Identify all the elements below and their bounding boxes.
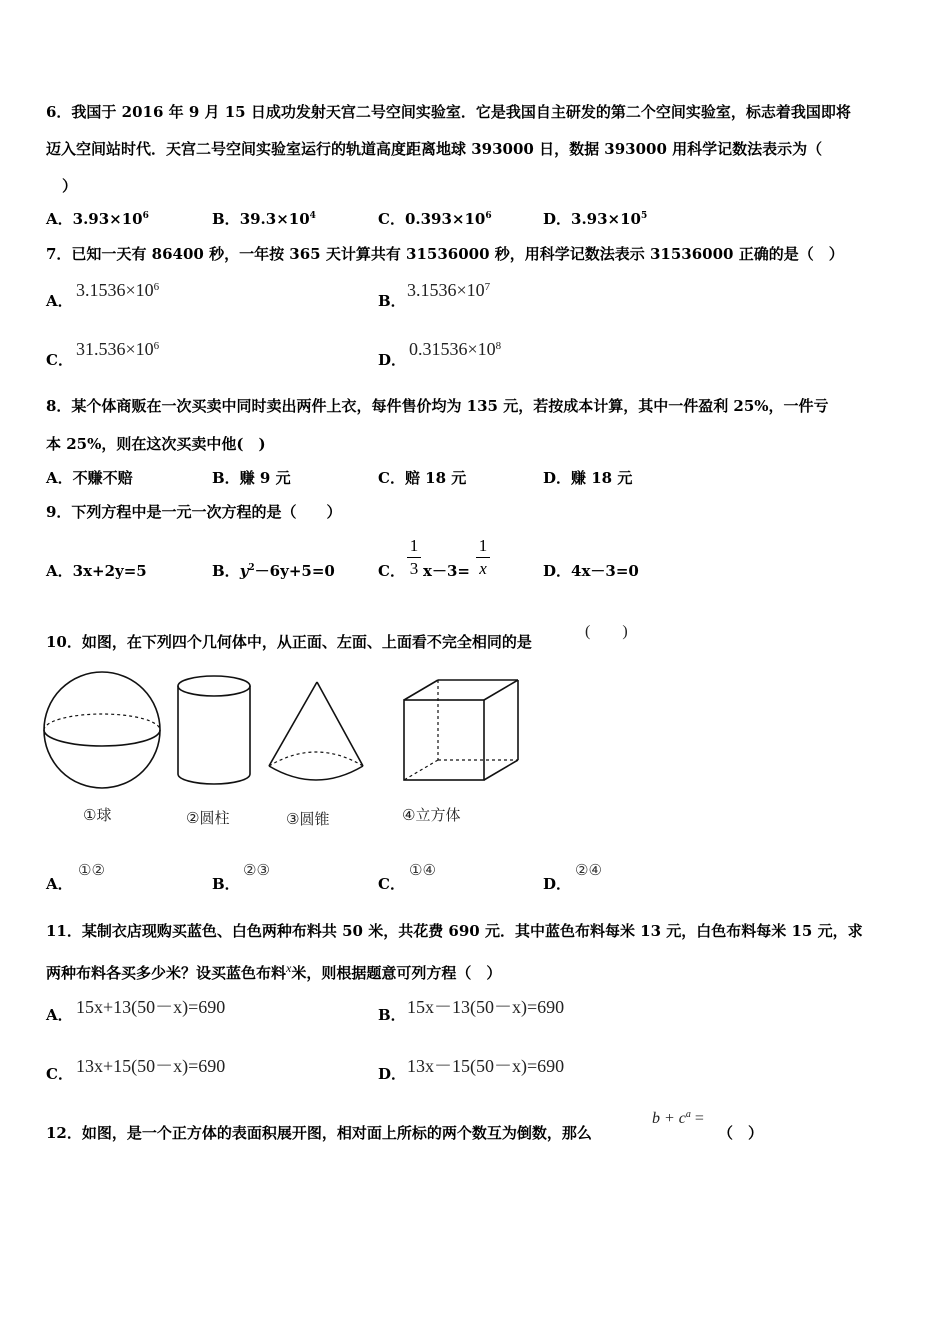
q7-option-d-value: $0.31536\times 10^8$ xyxy=(409,339,502,359)
option-label: C． xyxy=(378,210,405,228)
q9-option-c-label[interactable]: C． xyxy=(378,562,405,580)
q10-text: 10．如图，在下列四个几何体中，从正面、左面、上面看不完全相同的是 xyxy=(46,633,532,651)
q12-text: 12．如图，是一个正方体的表面积展开图，相对面上所标的两个数互为倒数，那么 xyxy=(46,1124,592,1142)
q11-option-c-label[interactable]: C． xyxy=(46,1065,73,1083)
option-label: A． xyxy=(46,210,73,228)
q11-line2: 两种布料各买多少米？设买蓝色布料$^x$米，则根据题意可列方程（ ） xyxy=(46,961,502,982)
q11-option-c-value: 13x+15(50－x)=690 xyxy=(76,1056,226,1076)
q11-option-a-label[interactable]: A． xyxy=(46,1006,73,1024)
q10-option-c-value: ①④ xyxy=(409,861,436,879)
option-value: 3.93×10 xyxy=(72,210,143,228)
cylinder-shape xyxy=(178,676,250,784)
exponent: 5 xyxy=(641,211,648,221)
q8-line1: 8．某个体商贩在一次买卖中同时卖出两件上衣，每件售价均为 135 元，若按成本计算，其中一件盈利 25%，一件亏 xyxy=(46,397,829,415)
q10-option-c-label[interactable]: C． xyxy=(378,875,405,893)
q11-option-d-label[interactable]: D． xyxy=(378,1065,407,1083)
q10-option-b-label[interactable]: B． xyxy=(212,875,240,893)
q7-option-a-label[interactable]: A． xyxy=(46,292,73,310)
q6-line1: 6．我国于 2016 年 9 月 15 日成功发射天宫二号空间实验室．它是我国自主研发的第二个空间实验室，标志着我国即将 xyxy=(46,103,851,121)
sphere-shape xyxy=(44,672,160,788)
q8-option-a[interactable]: A．不赚不赔 xyxy=(46,469,133,487)
option-label: B． xyxy=(212,210,240,228)
q6-option-d[interactable] xyxy=(543,209,647,229)
q8-option-c[interactable]: C．赔 18 元 xyxy=(378,469,467,487)
q10-paren: ( ) xyxy=(585,623,628,640)
fraction-one-third: 1 3 xyxy=(407,536,421,579)
q9-option-b[interactable]: B．$y^2-6y+5=0$ xyxy=(212,562,335,580)
geometric-solids-figure xyxy=(40,670,530,790)
q7-option-b-label[interactable]: B． xyxy=(378,292,406,310)
option-value: 0.393×10 xyxy=(404,210,486,228)
option-value: 39.3×10 xyxy=(239,210,310,228)
q10-option-d-value: ②④ xyxy=(575,861,602,879)
q10-option-a-label[interactable]: A． xyxy=(46,875,73,893)
q6-option-a[interactable] xyxy=(46,209,149,229)
q11-option-b-label[interactable]: B． xyxy=(378,1006,406,1024)
cube-shape xyxy=(404,680,518,780)
caption-cube: ④立方体 xyxy=(402,806,461,824)
q7-option-c-label[interactable]: C． xyxy=(46,351,73,369)
q12-expression: $b + c^a$ = xyxy=(652,1109,704,1127)
q8-line2: 本 25%，则在这次买卖中他( ) xyxy=(46,435,266,453)
exponent: 4 xyxy=(309,211,316,221)
q10-option-a-value: ①② xyxy=(78,861,105,879)
q11-line1: 11．某制衣店现购买蓝色、白色两种布料共 50 米，共花费 690 元．其中蓝色布料每米 13 元，白色布料每米 15 元，求 xyxy=(46,922,863,940)
exponent: 6 xyxy=(142,211,149,221)
q11-option-a-value: 15x+13(50－x)=690 xyxy=(76,997,226,1017)
q6-line3: ） xyxy=(62,177,78,195)
q8-option-d[interactable]: D．赚 18 元 xyxy=(543,469,633,487)
q6-option-c[interactable] xyxy=(378,209,492,229)
q7-option-d-label[interactable]: D． xyxy=(378,351,407,369)
exponent: 6 xyxy=(485,211,492,221)
q11-option-b-value: 15x－13(50－x)=690 xyxy=(407,997,565,1017)
option-value: 3.93×10 xyxy=(571,210,641,228)
q9-option-c-mid: x－3= xyxy=(423,562,470,580)
caption-cone: ③圆锥 xyxy=(286,810,330,828)
q10-option-d-label[interactable]: D． xyxy=(543,875,572,893)
q6-line2: 迈入空间站时代．天宫二号空间实验室运行的轨道高度距离地球 393000 日，数据 393000 用科学记数法表示为（ xyxy=(46,140,823,158)
q7-option-a-value: $3.1536\times 10^6$ xyxy=(76,280,160,300)
q8-option-b[interactable]: B．赚 9 元 xyxy=(212,469,291,487)
caption-sphere: ①球 xyxy=(83,806,112,824)
q9-option-a[interactable]: A．3x+2y=5 xyxy=(46,562,147,580)
q7-option-b-value: $3.1536\times 10^7$ xyxy=(407,280,491,300)
q9-text: 9．下列方程中是一元一次方程的是（ ） xyxy=(46,503,342,521)
q9-option-d[interactable]: D．4x－3=0 xyxy=(543,562,639,580)
q11-option-d-value: 13x－15(50－x)=690 xyxy=(407,1056,565,1076)
q6-option-b[interactable] xyxy=(212,209,316,229)
fraction-one-over-x: 1 x xyxy=(476,536,490,579)
option-label: D． xyxy=(543,210,572,228)
caption-cylinder: ②圆柱 xyxy=(186,809,230,827)
q7-text: 7．已知一天有 86400 秒，一年按 365 天计算共有 31536000 秒，用科学记数法表示 31536000 正确的是（ ） xyxy=(46,245,844,263)
q10-option-b-value: ②③ xyxy=(243,861,270,879)
q7-option-c-value: $31.536\times 10^6$ xyxy=(76,339,160,359)
cone-shape xyxy=(269,682,363,780)
q12-paren: （ ） xyxy=(718,1124,764,1142)
